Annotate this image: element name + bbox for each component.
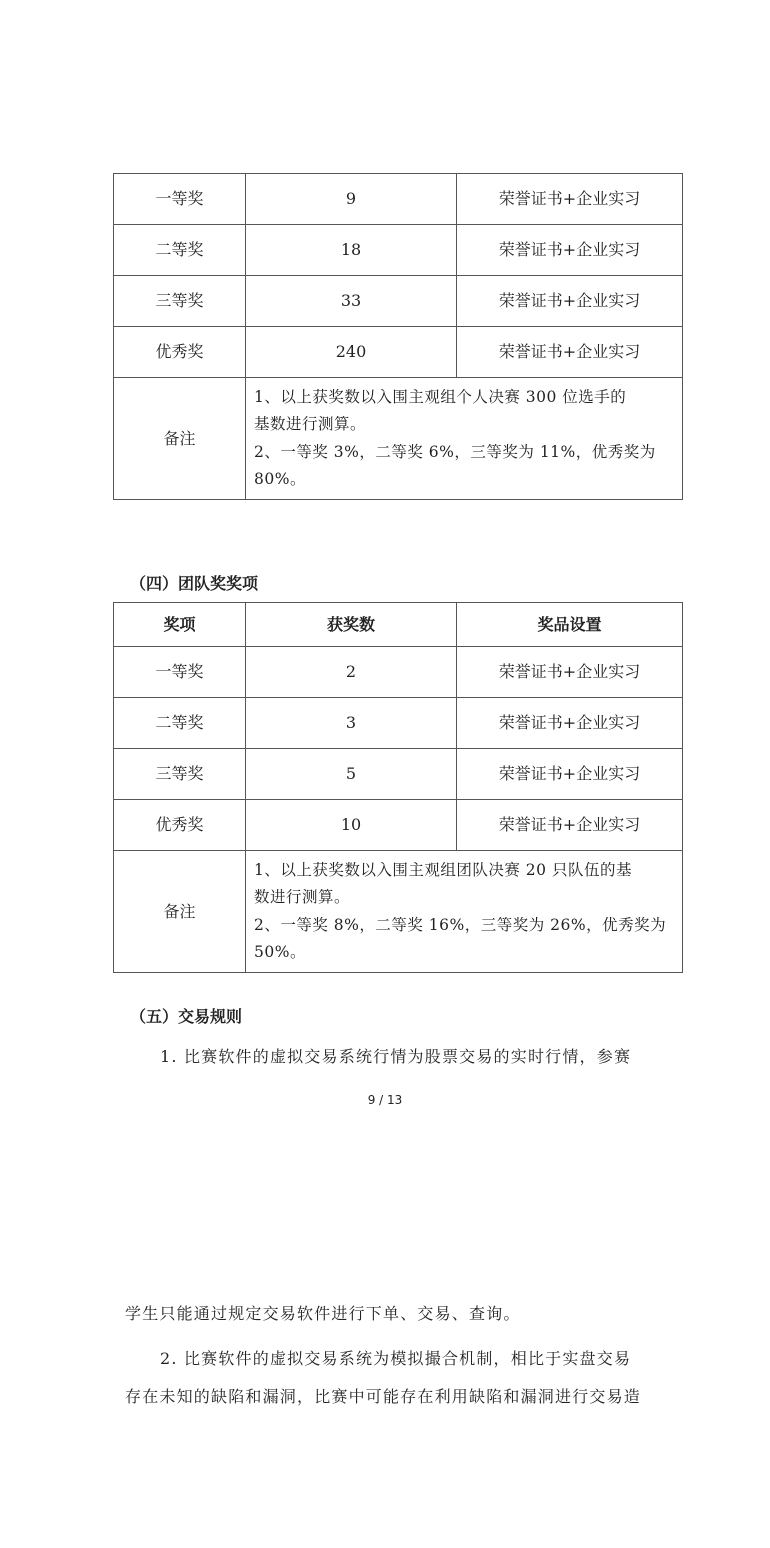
table-row <box>114 276 683 327</box>
note-row <box>114 851 683 973</box>
award-count: 2 <box>246 647 457 698</box>
award-name: 二等奖 <box>114 225 246 276</box>
award-name: 三等奖 <box>114 749 246 800</box>
award-count: 33 <box>246 276 457 327</box>
note-label: 备注 <box>114 378 246 500</box>
table-row <box>114 174 683 225</box>
award-prize: 荣誉证书+企业实习 <box>457 327 683 378</box>
team-award-table <box>113 602 683 973</box>
award-prize: 荣誉证书+企业实习 <box>457 174 683 225</box>
award-name: 一等奖 <box>114 174 246 225</box>
note-row <box>114 378 683 500</box>
award-count: 10 <box>246 800 457 851</box>
table-header-row <box>114 603 683 647</box>
team-award-heading: （四）团队奖奖项 <box>130 574 259 593</box>
individual-award-table <box>113 173 683 500</box>
table-row <box>114 225 683 276</box>
header-count: 获奖数 <box>246 603 457 647</box>
note-line: 2、一等奖 8%，二等奖 16%，三等奖为 26%，优秀奖为 <box>254 915 667 934</box>
note-content <box>246 378 683 500</box>
note-line: 基数进行测算。 <box>254 415 367 433</box>
table-row <box>114 647 683 698</box>
award-count: 18 <box>246 225 457 276</box>
award-prize: 荣誉证书+企业实习 <box>457 800 683 851</box>
note-label: 备注 <box>114 851 246 973</box>
award-prize: 荣誉证书+企业实习 <box>457 749 683 800</box>
trade-rules-heading: （五）交易规则 <box>130 1007 243 1026</box>
award-name: 三等奖 <box>114 276 246 327</box>
note-line: 50%。 <box>254 943 306 961</box>
award-name: 一等奖 <box>114 647 246 698</box>
note-line: 1、以上获奖数以入围主观组团队决赛 20 只队伍的基 <box>254 860 632 879</box>
header-prize: 奖品设置 <box>457 603 683 647</box>
note-line: 2、一等奖 3%，二等奖 6%，三等奖为 11%，优秀奖为 <box>254 442 656 461</box>
note-line: 1、以上获奖数以入围主观组个人决赛 300 位选手的 <box>254 387 627 406</box>
note-content <box>246 851 683 973</box>
award-prize: 荣誉证书+企业实习 <box>457 698 683 749</box>
note-line: 80%。 <box>254 470 306 488</box>
award-count: 9 <box>246 174 457 225</box>
page-number: 9 / 13 <box>367 1093 403 1107</box>
award-prize: 荣誉证书+企业实习 <box>457 647 683 698</box>
award-prize: 荣誉证书+企业实习 <box>457 276 683 327</box>
table-row <box>114 327 683 378</box>
table-row <box>114 800 683 851</box>
award-name: 优秀奖 <box>114 327 246 378</box>
award-count: 3 <box>246 698 457 749</box>
paragraph-line: 学生只能通过规定交易软件进行下单、交易、查询。 <box>125 1304 521 1323</box>
table-row <box>114 749 683 800</box>
paragraph-line: 存在未知的缺陷和漏洞，比赛中可能存在利用缺陷和漏洞进行交易造 <box>125 1387 642 1406</box>
table-row <box>114 698 683 749</box>
award-prize: 荣誉证书+企业实习 <box>457 225 683 276</box>
note-line: 数进行测算。 <box>254 888 351 906</box>
paragraph-line: 2. 比赛软件的虚拟交易系统为模拟撮合机制，相比于实盘交易 <box>160 1349 632 1368</box>
award-count: 240 <box>246 327 457 378</box>
award-name: 优秀奖 <box>114 800 246 851</box>
award-name: 二等奖 <box>114 698 246 749</box>
award-count: 5 <box>246 749 457 800</box>
header-award: 奖项 <box>114 603 246 647</box>
paragraph-line: 1. 比赛软件的虚拟交易系统行情为股票交易的实时行情，参赛 <box>160 1047 632 1066</box>
